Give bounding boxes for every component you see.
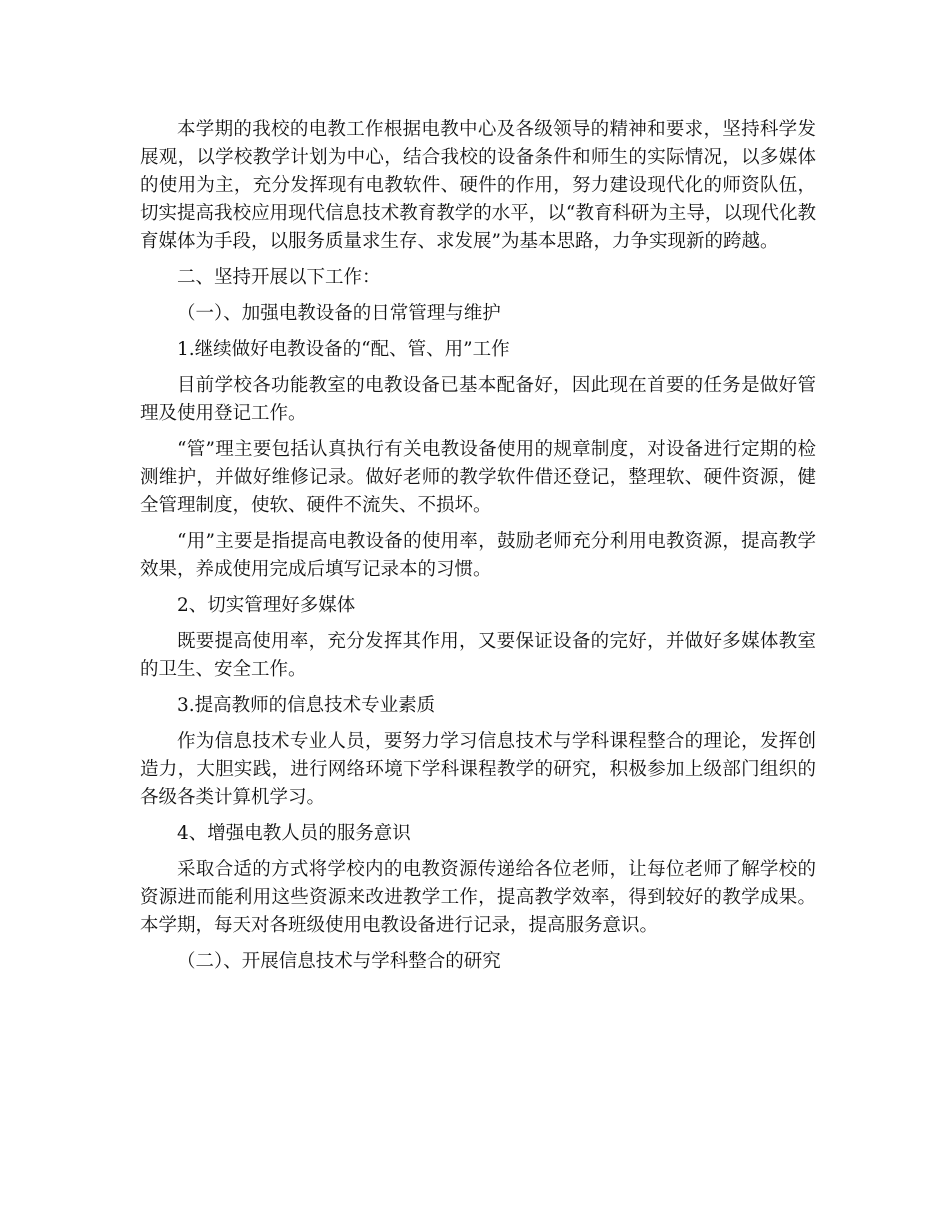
body-paragraph: “用”主要是指提高电教设备的使用率，鼓励老师充分利用电教资源，提高教学效果，养成使用完成后填写记录本的习惯。 xyxy=(140,531,816,580)
body-paragraph: “管”理主要包括认真执行有关电教设备使用的规章制度，对设备进行定期的检测维护，并做好维修记录。做好老师的教学软件借还登记，整理软、硬件资源，健全管理制度，使软、硬件不流失、不损坏。 xyxy=(140,439,816,516)
item-heading: 2、切实管理好多媒体 xyxy=(177,595,356,616)
document-body xyxy=(140,116,816,984)
subsection-heading: （二）、开展信息技术与学科整合的研究 xyxy=(177,951,501,972)
item-heading: 1.继续做好电教设备的“配、管、用”工作 xyxy=(177,339,510,360)
subsection-heading: （一）、加强电教设备的日常管理与维护 xyxy=(177,303,501,324)
item-heading: 4、增强电教人员的服务意识 xyxy=(177,823,411,844)
body-paragraph: 目前学校各功能教室的电教设备已基本配备好，因此现在首要的任务是做好管理及使用登记工作。 xyxy=(140,375,816,424)
item-heading: 3.提高教师的信息技术专业素质 xyxy=(177,695,436,716)
section-heading: 二、坚持开展以下工作： xyxy=(177,267,381,288)
body-paragraph: 既要提高使用率，充分发挥其作用，又要保证设备的完好，并做好多媒体教室的卫生、安全工作。 xyxy=(140,631,816,680)
body-paragraph: 采取合适的方式将学校内的电教资源传递给各位老师，让每位老师了解学校的资源进而能利用这些资源来改进教学工作，提高教学效率，得到较好的教学成果。本学期，每天对各班级使用电教设备进行记录，提高服务意识。 xyxy=(140,859,816,936)
intro-paragraph: 本学期的我校的电教工作根据电教中心及各级领导的精神和要求，坚持科学发展观，以学校教学计划为中心，结合我校的设备条件和师生的实际情况，以多媒体的使用为主，充分发挥现有电教软件、硬件的作用，努力建设现代化的师资队伍，切实提高我校应用现代信息技术教育教学的水平，以“教育科研为主导，以现代化教育媒体为手段，以服务质量求生存、求发展”为基本思路，力争实现新的跨越。 xyxy=(140,119,816,252)
body-paragraph: 作为信息技术专业人员，要努力学习信息技术与学科课程整合的理论，发挥创造力，大胆实践，进行网络环境下学科课程教学的研究，积极参加上级部门组织的各级各类计算机学习。 xyxy=(140,731,816,808)
